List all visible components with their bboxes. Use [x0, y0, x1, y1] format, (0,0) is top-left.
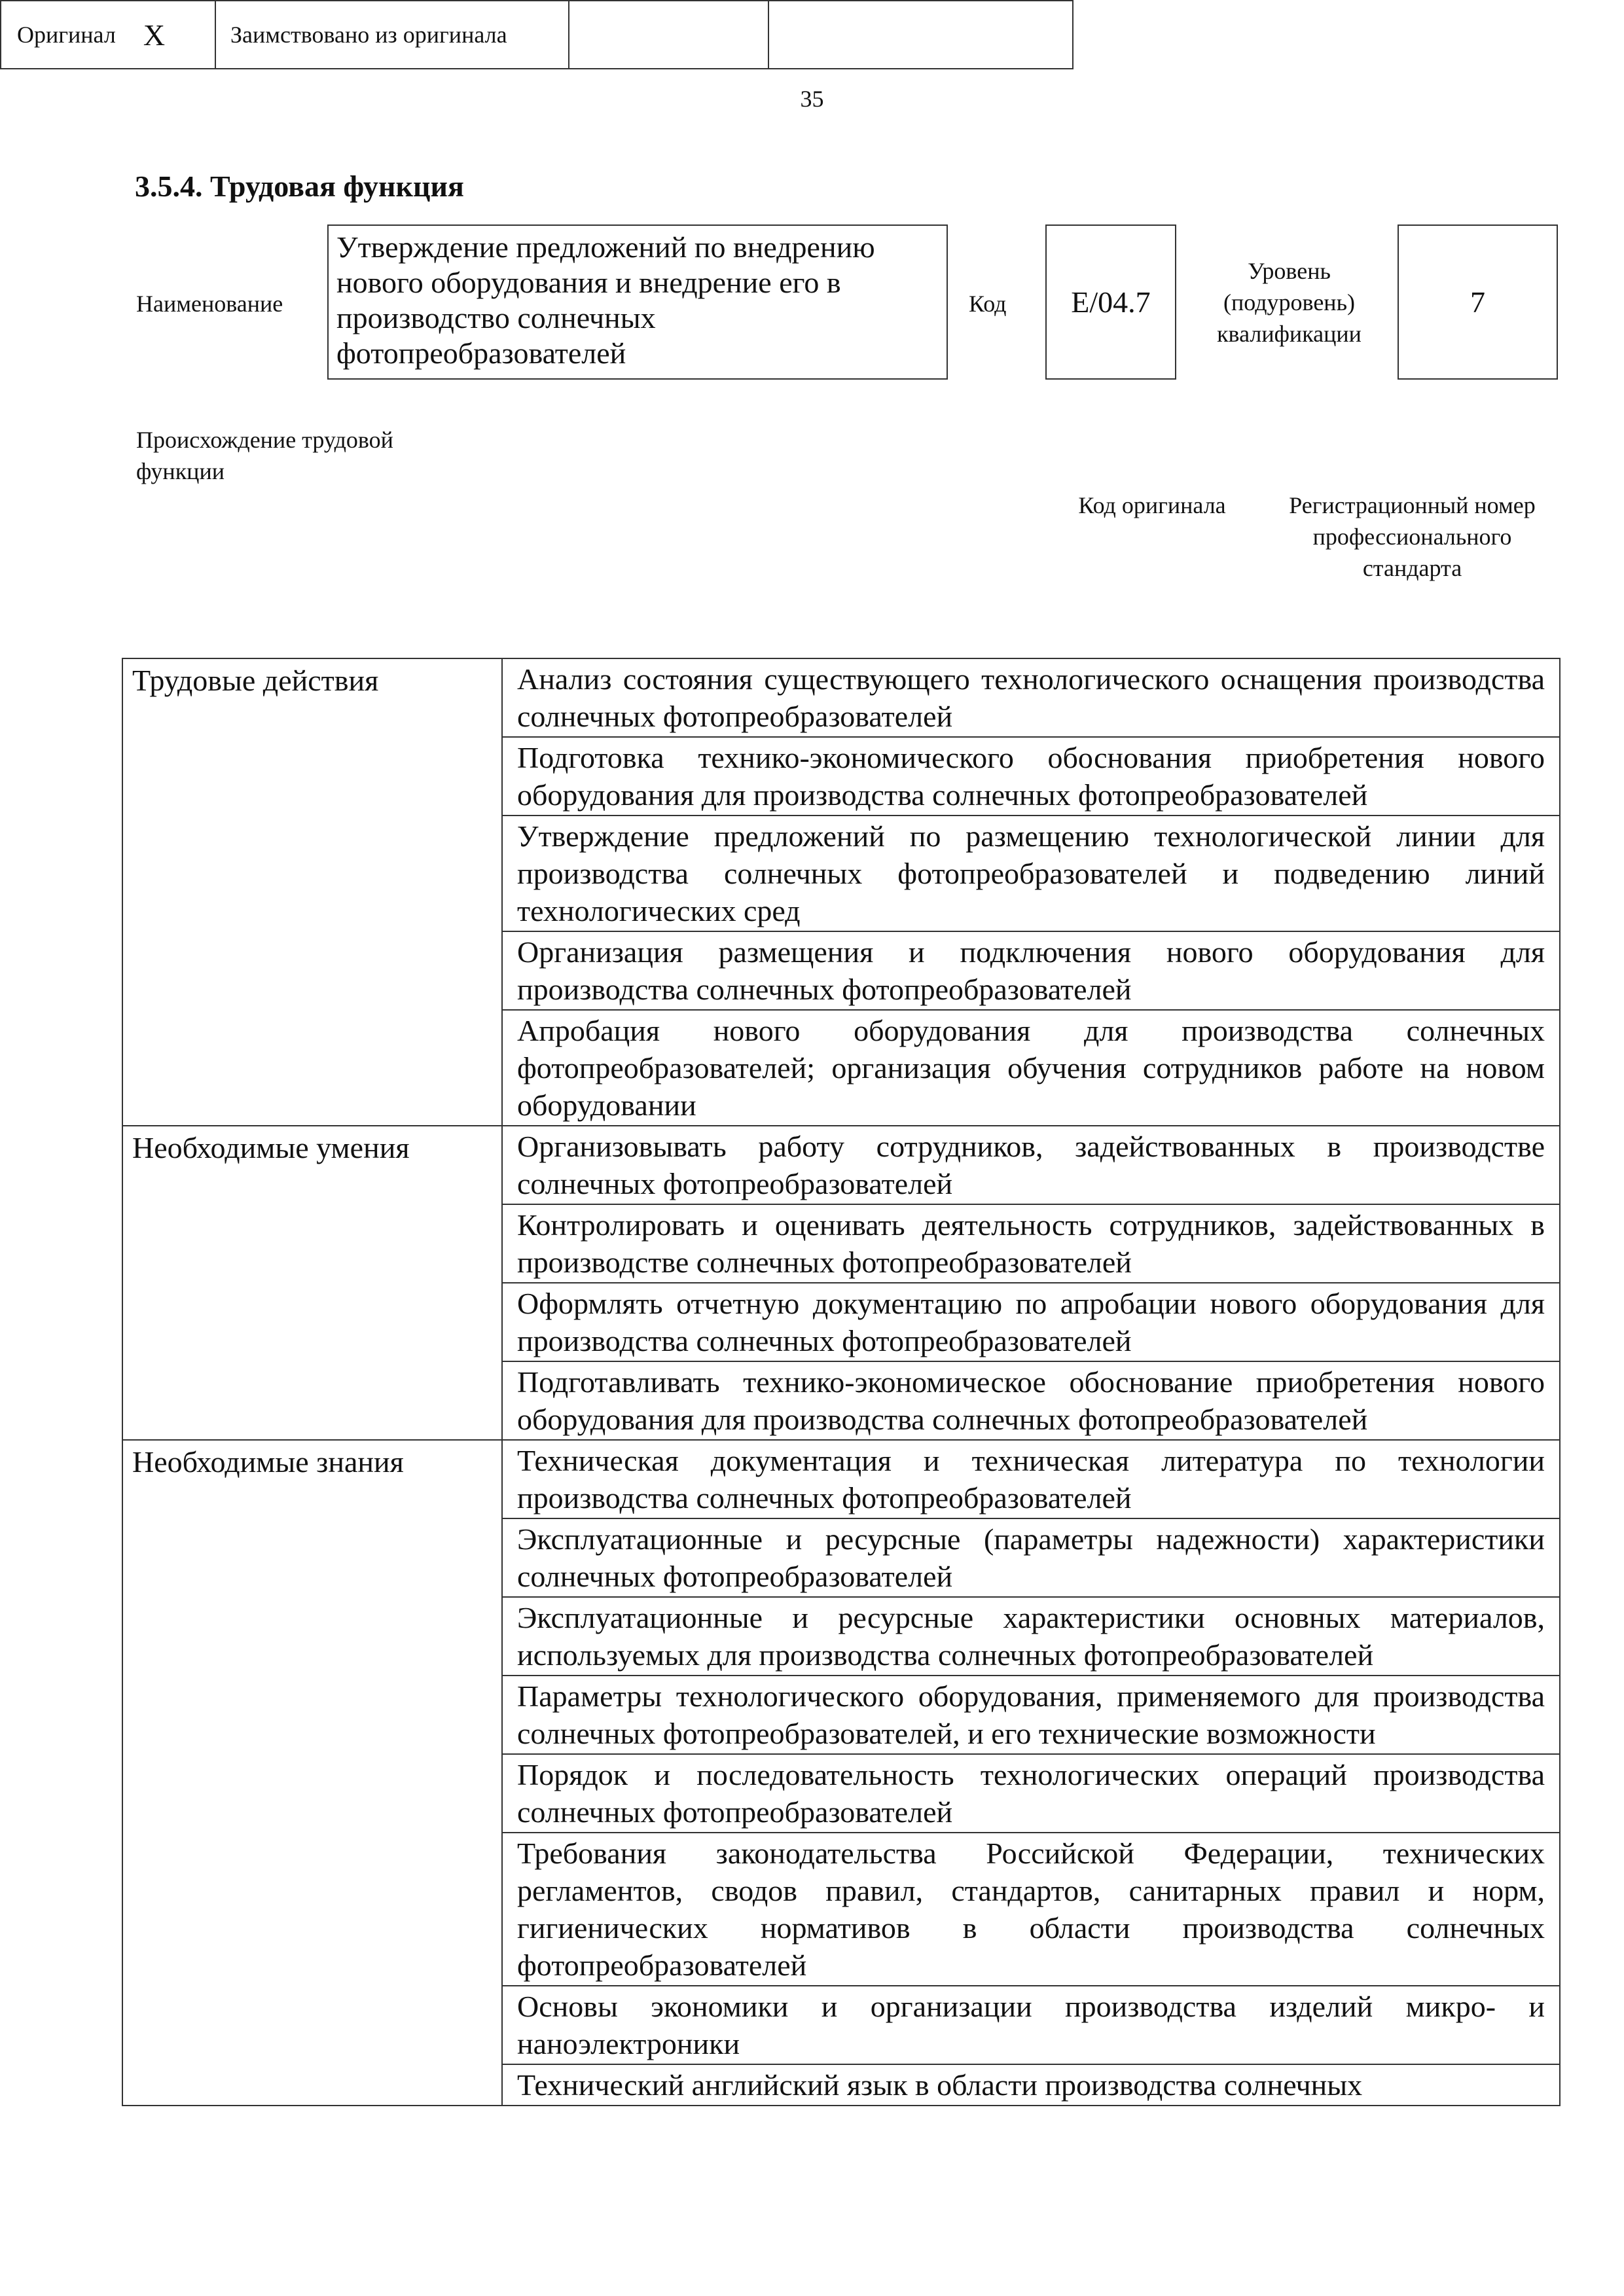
section-item-cell: Анализ состояния существующего технологического оснащения производства солнечных фотопреобразователей	[502, 658, 1560, 737]
origin-original-label: Оригинал	[17, 22, 116, 48]
section-item-cell: Организация размещения и подключения нового оборудования для производства солнечных фотопреобразователей	[502, 931, 1560, 1010]
origin-code-cell	[569, 1, 769, 68]
code-label: Код	[969, 291, 1007, 317]
section-title-cell: Необходимые знания	[122, 1440, 502, 2106]
section-item-cell: Подготовка технико-экономического обоснования приобретения нового оборудования для производства солнечных фотопреобразователей	[502, 737, 1560, 816]
section-item-cell: Порядок и последовательность технологических операций производства солнечных фотопреобразователей	[502, 1754, 1560, 1833]
origin-borrowed-cell: Заимствовано из оригинала	[216, 1, 569, 68]
section-item-cell: Техническая документация и техническая литература по технологии производства солнечных фотопреобразователей	[502, 1440, 1560, 1518]
origin-reg-number-cell	[769, 1, 1072, 68]
table-row	[122, 1126, 1560, 1204]
section-item-cell: Апробация нового оборудования для производства солнечных фотопреобразователей; организация обучения сотрудников работе на новом оборудовании	[502, 1010, 1560, 1126]
name-label: Наименование	[136, 291, 283, 317]
origin-original-cell	[1, 1, 216, 68]
section-title-cell: Необходимые умения	[122, 1126, 502, 1440]
table-row	[122, 658, 1560, 737]
origin-original-mark: X	[143, 18, 166, 52]
section-item-cell: Организовывать работу сотрудников, задействованных в производстве солнечных фотопреобразователей	[502, 1126, 1560, 1204]
section-item-cell: Подготавливать технико-экономическое обоснование приобретения нового оборудования для производства солнечных фотопреобразователей	[502, 1361, 1560, 1440]
section-title: 3.5.4. Трудовая функция	[135, 170, 464, 203]
section-item-cell: Основы экономики и организации производства изделий микро- и наноэлектроники	[502, 1986, 1560, 2064]
function-code-box: E/04.7	[1045, 224, 1176, 380]
section-item-cell: Утверждение предложений по размещению технологической линии для производства солнечных фотопреобразователей и подведению линий технологических сред	[502, 816, 1560, 931]
section-item-cell: Контролировать и оценивать деятельность сотрудников, задействованных в производстве солнечных фотопреобразователей	[502, 1204, 1560, 1283]
origin-table	[0, 0, 1074, 69]
function-content-table	[122, 658, 1561, 2106]
section-item-cell: Эксплуатационные и ресурсные (параметры надежности) характеристики солнечных фотопреобразователей	[502, 1518, 1560, 1597]
section-item-cell: Оформлять отчетную документацию по апробации нового оборудования для производства солнечных фотопреобразователей	[502, 1283, 1560, 1361]
table-row	[122, 1440, 1560, 1518]
function-name-box: Утверждение предложений по внедрению нового оборудования и внедрение его в производство солнечных фотопреобразователей	[327, 224, 948, 380]
reg-number-caption: Регистрационный номер профессионального стандарта	[1289, 492, 1536, 581]
section-item-cell: Требования законодательства Российской Федерации, технических регламентов, сводов правил, стандартов, санитарных правил и норм, гигиенических нормативов в области производства солнечных фотопреобразователей	[502, 1833, 1560, 1986]
page-number: 35	[800, 86, 824, 112]
section-title-cell: Трудовые действия	[122, 658, 502, 1126]
original-code-caption: Код оригинала	[1078, 492, 1226, 518]
section-item-cell: Параметры технологического оборудования, применяемого для производства солнечных фотопреобразователей, и его технические возможности	[502, 1676, 1560, 1754]
section-item-cell: Технический английский язык в области производства солнечных	[502, 2064, 1560, 2106]
section-item-cell: Эксплуатационные и ресурсные характеристики основных материалов, используемых для производства солнечных фотопреобразователей	[502, 1597, 1560, 1676]
origin-label: Происхождение трудовой функции	[136, 427, 393, 484]
function-content-body	[122, 658, 1560, 2106]
qualification-level-box: 7	[1398, 224, 1558, 380]
qualification-level-label: Уровень (подуровень) квалификации	[1217, 258, 1362, 347]
